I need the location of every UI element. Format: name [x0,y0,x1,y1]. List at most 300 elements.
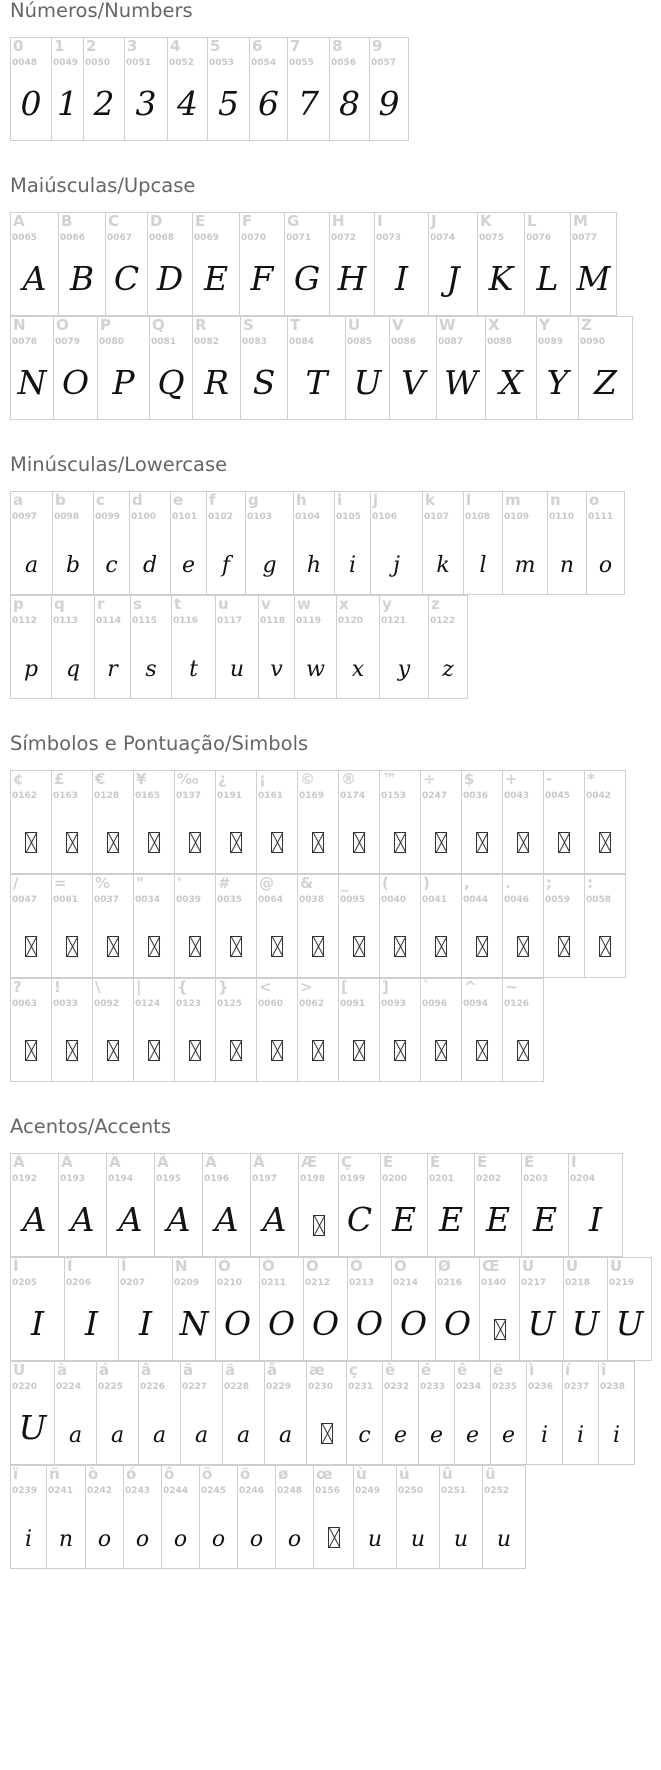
character-label: N [13,316,26,334]
missing-glyph-icon [189,1040,201,1061]
glyph-cell [338,978,380,1082]
character-label: 4 [170,37,181,55]
character-label: C [108,212,120,230]
glyph-cell [174,770,216,874]
character-code: 0239 [12,1486,38,1496]
glyph-cell [439,1465,483,1569]
character-label: b [55,491,66,509]
character-label: Õ [350,1257,363,1275]
glyph-preview: i [576,1423,585,1448]
character-label: B [61,212,73,230]
character-code: 0203 [523,1174,549,1184]
character-label: } [218,978,229,996]
glyph-preview: I [394,259,409,298]
glyph-cell [338,874,380,978]
glyph-preview: j [393,553,400,578]
section [10,732,612,1009]
missing-glyph-icon [435,1040,447,1061]
character-label: ï [13,1465,19,1483]
character-label: S [243,316,254,334]
character-label: Á [61,1153,73,1171]
glyph-preview: N [179,1304,209,1343]
glyph-row [10,1465,525,1569]
missing-glyph-icon [189,832,201,853]
character-code: 0103 [247,512,273,522]
character-code: 0116 [173,616,199,626]
character-code: 0074 [430,233,456,243]
glyph-preview: u [453,1527,469,1552]
glyph-preview: W [444,363,478,402]
glyph-cell [147,212,193,316]
glyph-preview: n [58,1527,74,1552]
glyph-cell [96,1361,139,1465]
glyph-preview: 4 [177,84,198,123]
missing-glyph-icon [271,832,283,853]
glyph-cell [64,1257,119,1361]
missing-glyph-icon [394,832,406,853]
character-code: 0088 [487,337,513,347]
glyph-preview: e [181,553,196,578]
glyph-cell [547,491,587,595]
character-label: ì [529,1361,535,1379]
character-label: í [565,1361,571,1379]
glyph-preview: 5 [218,84,239,123]
character-label: " [136,874,144,892]
glyph-preview: A [22,1200,47,1239]
character-code: 0077 [572,233,598,243]
glyph-cell [256,770,298,874]
glyph-cell [502,978,544,1082]
character-code: 0046 [504,895,530,905]
glyph-cell [180,1361,223,1465]
glyph-cell [250,1153,299,1257]
character-code: 0242 [87,1486,113,1496]
character-code: 0051 [126,58,152,68]
character-code: 0041 [422,895,448,905]
character-code: 0070 [241,233,267,243]
character-label: Ñ [175,1257,188,1275]
glyph-preview: g [262,553,277,578]
character-label: ¥ [136,770,147,788]
glyph-cell [374,212,429,316]
character-label: M [573,212,588,230]
character-label: # [218,874,231,892]
glyph-preview: k [436,553,450,578]
glyph-cell [454,1361,491,1465]
character-code: 0071 [286,233,312,243]
character-label: ™ [382,770,397,788]
missing-glyph-icon [312,832,324,853]
glyph-cell [206,491,246,595]
character-code: 0037 [94,895,120,905]
character-code: 0124 [135,999,161,1009]
character-label: t [174,595,182,613]
glyph-preview: i [612,1423,621,1448]
character-label: m [505,491,521,509]
glyph-preview: O [399,1304,428,1343]
character-label: D [150,212,163,230]
glyph-preview: U [527,1304,556,1343]
glyph-preview: d [142,553,158,578]
glyph-row [10,1361,634,1465]
glyph-cell [490,1361,527,1465]
character-label: * [587,770,595,788]
character-code: 0113 [53,616,79,626]
character-code: 0209 [174,1278,200,1288]
missing-glyph-icon [435,936,447,957]
glyph-cell [607,1257,652,1361]
character-code: 0105 [336,512,362,522]
glyph-cell [92,978,134,1082]
character-code: 0233 [420,1382,446,1392]
character-code: 0198 [300,1174,326,1184]
character-code: 0100 [131,512,157,522]
character-code: 0036 [463,791,489,801]
character-code: 0089 [538,337,564,347]
character-code: 0035 [217,895,243,905]
glyph-cell [379,978,421,1082]
glyph-preview: c [358,1423,371,1448]
glyph-cell [435,1257,480,1361]
character-label: _ [341,874,349,892]
missing-glyph-icon [476,936,488,957]
glyph-preview: b [65,553,81,578]
glyph-cell [264,1361,307,1465]
missing-glyph-icon [517,1040,529,1061]
character-label: î [601,1361,607,1379]
character-label: R [195,316,207,334]
character-code: 0202 [476,1174,502,1184]
character-label: ` [423,978,431,996]
character-code: 0115 [132,616,158,626]
glyph-cell [418,1361,455,1465]
glyph-cell [306,1361,347,1465]
glyph-preview: o [249,1527,264,1552]
character-label: ; [546,874,552,892]
character-label: à [57,1361,68,1379]
glyph-preview: A [166,1200,191,1239]
character-code: 0109 [504,512,530,522]
character-label: > [300,978,313,996]
glyph-cell [345,316,390,420]
glyph-cell [215,595,259,699]
glyph-cell [10,37,52,141]
missing-glyph-icon [107,936,119,957]
character-code: 0039 [176,895,202,905]
character-code: 0085 [347,337,373,347]
glyph-cell [329,37,370,141]
character-code: 0102 [208,512,234,522]
glyph-cell [245,491,294,595]
glyph-cell [133,978,175,1082]
character-code: 0053 [209,58,235,68]
character-label: [ [341,978,348,996]
glyph-preview: a [110,1423,125,1448]
glyph-cell [369,37,409,141]
character-code: 0087 [438,337,464,347]
character-code: 0193 [60,1174,86,1184]
glyph-cell [568,1153,623,1257]
glyph-cell [256,874,298,978]
glyph-cell [54,1361,97,1465]
glyph-cell [46,1465,86,1569]
glyph-cell [256,978,298,1082]
glyph-cell [10,874,52,978]
glyph-cell [334,491,371,595]
character-label: Ï [121,1257,127,1275]
character-code: 0237 [564,1382,590,1392]
character-code: 0047 [12,895,38,905]
glyph-cell [420,874,462,978]
glyph-cell [51,37,84,141]
character-label: € [95,770,106,788]
glyph-cell [275,1465,314,1569]
glyph-row [10,874,625,978]
character-label: Û [610,1257,623,1275]
glyph-preview: E [203,259,229,298]
character-code: 0196 [204,1174,230,1184]
character-code: 0246 [239,1486,265,1496]
glyph-preview: c [105,553,118,578]
glyph-cell [391,1257,436,1361]
character-code: 0043 [504,791,530,801]
character-code: 0245 [201,1486,227,1496]
missing-glyph-icon [230,1040,242,1061]
character-code: 0214 [393,1278,419,1288]
glyph-cell [259,1257,304,1361]
character-code: 0249 [355,1486,381,1496]
glyph-cell [461,770,503,874]
glyph-preview: A [70,1200,95,1239]
glyph-preview: 9 [378,84,400,123]
glyph-preview: E [485,1200,511,1239]
glyph-cell [502,874,544,978]
character-label: ö [240,1465,251,1483]
character-label: ® [341,770,356,788]
glyph-row [10,37,408,141]
glyph-cell [427,1153,475,1257]
glyph-cell [570,212,617,316]
glyph-preview: o [97,1527,112,1552]
missing-glyph-icon [558,936,570,957]
character-code: 0084 [289,337,315,347]
character-label: n [550,491,561,509]
character-code: 0099 [95,512,121,522]
missing-glyph-icon [148,936,160,957]
character-label: Æ [301,1153,318,1171]
glyph-cell [297,770,339,874]
character-label: 8 [332,37,343,55]
character-label: E [195,212,206,230]
character-code: 0065 [12,233,38,243]
character-label: é [421,1361,432,1379]
glyph-preview: x [351,657,365,682]
glyph-cell [199,1465,238,1569]
character-label: Ø [438,1257,451,1275]
glyph-cell [502,770,544,874]
character-code: 0048 [12,58,38,68]
character-code: 0069 [194,233,220,243]
glyph-cell [202,1153,251,1257]
character-code: 0206 [66,1278,92,1288]
glyph-cell [207,37,250,141]
glyph-cell [578,316,633,420]
glyph-cell [83,37,125,141]
glyph-preview: u [496,1527,512,1552]
character-label: Â [109,1153,121,1171]
character-code: 0234 [456,1382,482,1392]
glyph-row [10,595,467,699]
character-label: : [587,874,593,892]
character-label: Y [539,316,550,334]
glyph-cell [287,316,346,420]
character-label: \ [95,978,101,996]
glyph-preview: s [145,657,157,682]
glyph-cell [347,1257,392,1361]
character-label: A [13,212,25,230]
character-label: ) [423,874,430,892]
section-title: Maiúsculas/Upcase [10,174,196,197]
character-label: w [297,595,311,613]
glyph-preview: A [262,1200,287,1239]
character-label: 9 [372,37,383,55]
glyph-cell [526,1361,563,1465]
character-label: s [133,595,142,613]
character-code: 0057 [371,58,397,68]
character-label: o [589,491,600,509]
glyph-cell [521,1153,569,1257]
missing-glyph-icon [271,936,283,957]
glyph-preview: w [306,657,325,682]
glyph-preview: o [287,1527,302,1552]
character-label: á [99,1361,110,1379]
glyph-preview: O [311,1304,340,1343]
character-code: 0204 [570,1174,596,1184]
glyph-cell [598,1361,635,1465]
glyph-preview: V [401,363,425,402]
character-code: 0044 [463,895,489,905]
section-title: Acentos/Accents [10,1115,171,1138]
glyph-preview: T [305,363,328,402]
missing-glyph-icon [599,832,611,853]
glyph-cell [543,770,585,874]
character-label: ? [13,978,22,996]
character-label: æ [309,1361,325,1379]
character-code: 0224 [56,1382,82,1392]
glyph-cell [58,1153,107,1257]
missing-glyph-icon [66,832,78,853]
glyph-cell [10,212,59,316]
glyph-row [10,316,632,420]
character-code: 0126 [504,999,530,1009]
glyph-cell [10,595,52,699]
character-code: 0228 [224,1382,250,1392]
missing-glyph-icon [230,936,242,957]
glyph-cell [10,978,52,1082]
character-code: 0120 [338,616,364,626]
character-code: 0213 [349,1278,375,1288]
character-label: 2 [86,37,97,55]
glyph-preview: u [229,657,245,682]
missing-glyph-icon [558,832,570,853]
character-label: l [466,491,472,509]
glyph-cell [10,1257,65,1361]
glyph-cell [94,595,131,699]
glyph-row [10,978,543,1082]
character-label: ê [457,1361,468,1379]
character-code: 0156 [315,1486,341,1496]
missing-glyph-icon [25,936,37,957]
character-code: 0038 [299,895,325,905]
glyph-preview: I [30,1304,45,1343]
character-label: õ [202,1465,213,1483]
glyph-cell [10,1465,47,1569]
glyph-cell [485,316,537,420]
character-code: 0226 [140,1382,166,1392]
glyph-preview: a [278,1423,293,1448]
glyph-preview: r [107,657,118,682]
character-code: 0162 [12,791,38,801]
character-label: T [290,316,301,334]
glyph-preview: v [270,657,283,682]
glyph-preview: a [24,553,39,578]
character-label: @ [259,874,274,892]
character-code: 0210 [217,1278,243,1288]
glyph-preview: J [446,259,460,298]
character-code: 0227 [182,1382,208,1392]
character-code: 0104 [295,512,321,522]
character-code: 0201 [429,1174,455,1184]
glyph-preview: i [540,1423,549,1448]
character-code: 0211 [261,1278,287,1288]
character-label: ã [183,1361,194,1379]
character-code: 0079 [55,337,81,347]
character-label: Q [152,316,165,334]
character-code: 0199 [340,1174,366,1184]
character-code: 0128 [94,791,120,801]
character-label: ñ [49,1465,60,1483]
glyph-cell [215,1257,260,1361]
glyph-cell [461,874,503,978]
glyph-cell [380,1153,428,1257]
glyph-preview: u [410,1527,426,1552]
character-label: À [13,1153,25,1171]
section-title: Minúsculas/Lowercase [10,453,228,476]
character-label: © [300,770,315,788]
glyph-preview: U [571,1304,600,1343]
character-code: 0195 [156,1174,182,1184]
glyph-cell [215,770,257,874]
character-label: a [13,491,24,509]
glyph-cell [97,316,150,420]
glyph-cell [105,212,148,316]
character-label: â [141,1361,152,1379]
glyph-row [10,770,625,874]
character-label: I [377,212,383,230]
glyph-cell [85,1465,124,1569]
character-code: 0191 [217,791,243,801]
section-title: Símbolos e Pontuação/Simbols [10,732,309,755]
glyph-preview: F [250,259,274,298]
glyph-cell [543,874,585,978]
glyph-preview: a [68,1423,83,1448]
character-code: 0052 [169,58,195,68]
glyph-preview: i [348,553,357,578]
glyph-preview: I [138,1304,153,1343]
glyph-preview: a [236,1423,251,1448]
glyph-cell [215,978,257,1082]
glyph-cell [370,491,423,595]
